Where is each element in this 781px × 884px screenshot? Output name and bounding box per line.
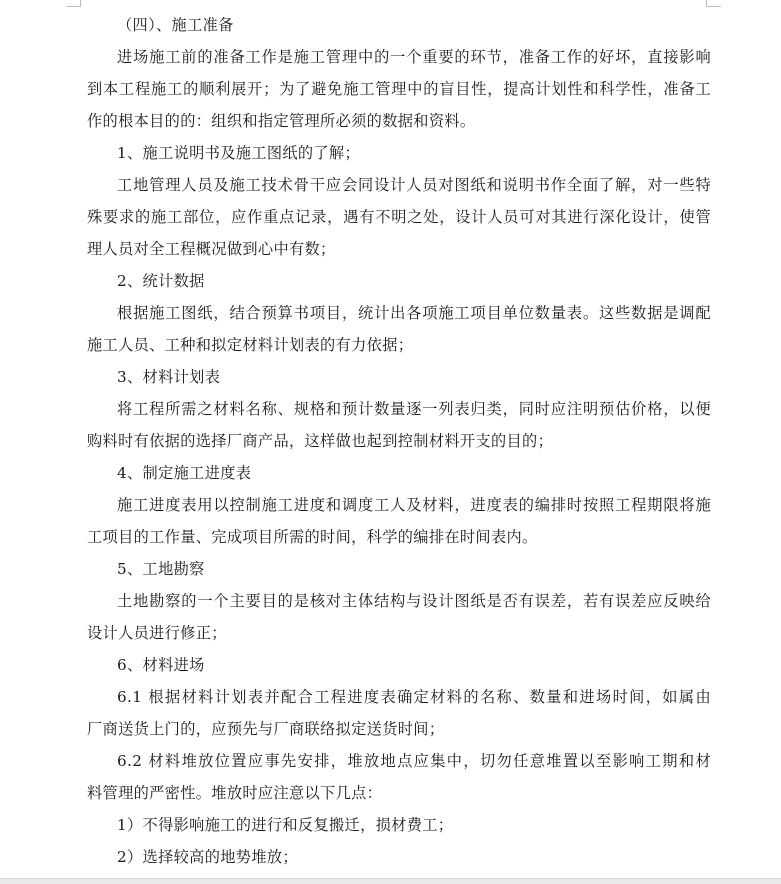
paragraph-line: 工项目的工作量、完成项目所需的时间，科学的编排在时间表内。 bbox=[87, 528, 538, 546]
subsection-heading: 3、材料计划表 bbox=[117, 368, 221, 386]
paragraph-line: 施工进度表用以控制施工进度和调度工人及材料，进度表的编排时按照工程期限将施 bbox=[117, 496, 711, 514]
paragraph-line: 厂商送货上门的，应预先与厂商联络拟定送货时间； bbox=[87, 720, 445, 738]
paragraph-line: 殊要求的施工部位，应作重点记录，遇有不明之处，设计人员可对其进行深化设计，使管 bbox=[87, 208, 711, 226]
section-heading: （四）、施工准备 bbox=[117, 16, 234, 34]
paragraph-line: 6.1 根据材料计划表并配合工程进度表确定材料的名称、数量和进场时间，如属由 bbox=[117, 688, 711, 706]
paragraph-line: 设计人员进行修正； bbox=[87, 624, 227, 642]
paragraph-line: 将工程所需之材料名称、规格和预计数量逐一列表归类，同时应注明预估价格，以便 bbox=[117, 400, 711, 418]
paragraph-line: 理人员对全工程概况做到心中有数； bbox=[87, 240, 336, 258]
paragraph-line: 购料时有依据的选择厂商产品，这样做也起到控制材料开支的目的； bbox=[87, 432, 554, 450]
subsection-heading: 6、材料进场 bbox=[117, 656, 205, 674]
subsection-heading: 5、工地勘察 bbox=[117, 560, 205, 578]
document-body bbox=[87, 9, 711, 873]
subsection-heading: 1、施工说明书及施工图纸的了解； bbox=[117, 144, 361, 162]
paragraph-line: 工地管理人员及施工技术骨干应会同设计人员对图纸和说明书作全面了解，对一些特 bbox=[117, 176, 711, 194]
list-item: 2）选择较高的地势堆放； bbox=[117, 848, 298, 866]
paragraph-line: 土地勘察的一个主要目的是核对主体结构与设计图纸是否有误差，若有误差应反映给 bbox=[117, 592, 711, 610]
subsection-heading: 2、统计数据 bbox=[117, 272, 205, 290]
paragraph-line: 6.2 材料堆放位置应事先安排，堆放地点应集中，切勿任意堆置以至影响工期和材 bbox=[117, 752, 711, 770]
page-corner-mark-right bbox=[706, 0, 721, 7]
list-item: 1）不得影响施工的进行和反复搬迁，损材费工； bbox=[117, 816, 454, 834]
paragraph-line: 到本工程施工的顺利展开；为了避免施工管理中的盲目性，提高计划性和科学性，准备工 bbox=[87, 80, 711, 98]
paragraph-line: 料管理的严密性。堆放时应注意以下几点： bbox=[87, 784, 383, 802]
page-bottom-edge bbox=[0, 878, 781, 884]
paragraph-line: 施工人员、工种和拟定材料计划表的有力依据； bbox=[87, 336, 414, 354]
paragraph-line: 作的根本目的的：组织和指定管理所必须的数据和资料。 bbox=[87, 112, 476, 130]
subsection-heading: 4、制定施工进度表 bbox=[117, 464, 252, 482]
page-corner-mark-left bbox=[66, 0, 81, 7]
paragraph-line: 进场施工前的准备工作是施工管理中的一个重要的环节，准备工作的好坏，直接影响 bbox=[117, 48, 711, 66]
paragraph-line: 根据施工图纸，结合预算书项目，统计出各项施工项目单位数量表。这些数据是调配 bbox=[117, 304, 711, 322]
